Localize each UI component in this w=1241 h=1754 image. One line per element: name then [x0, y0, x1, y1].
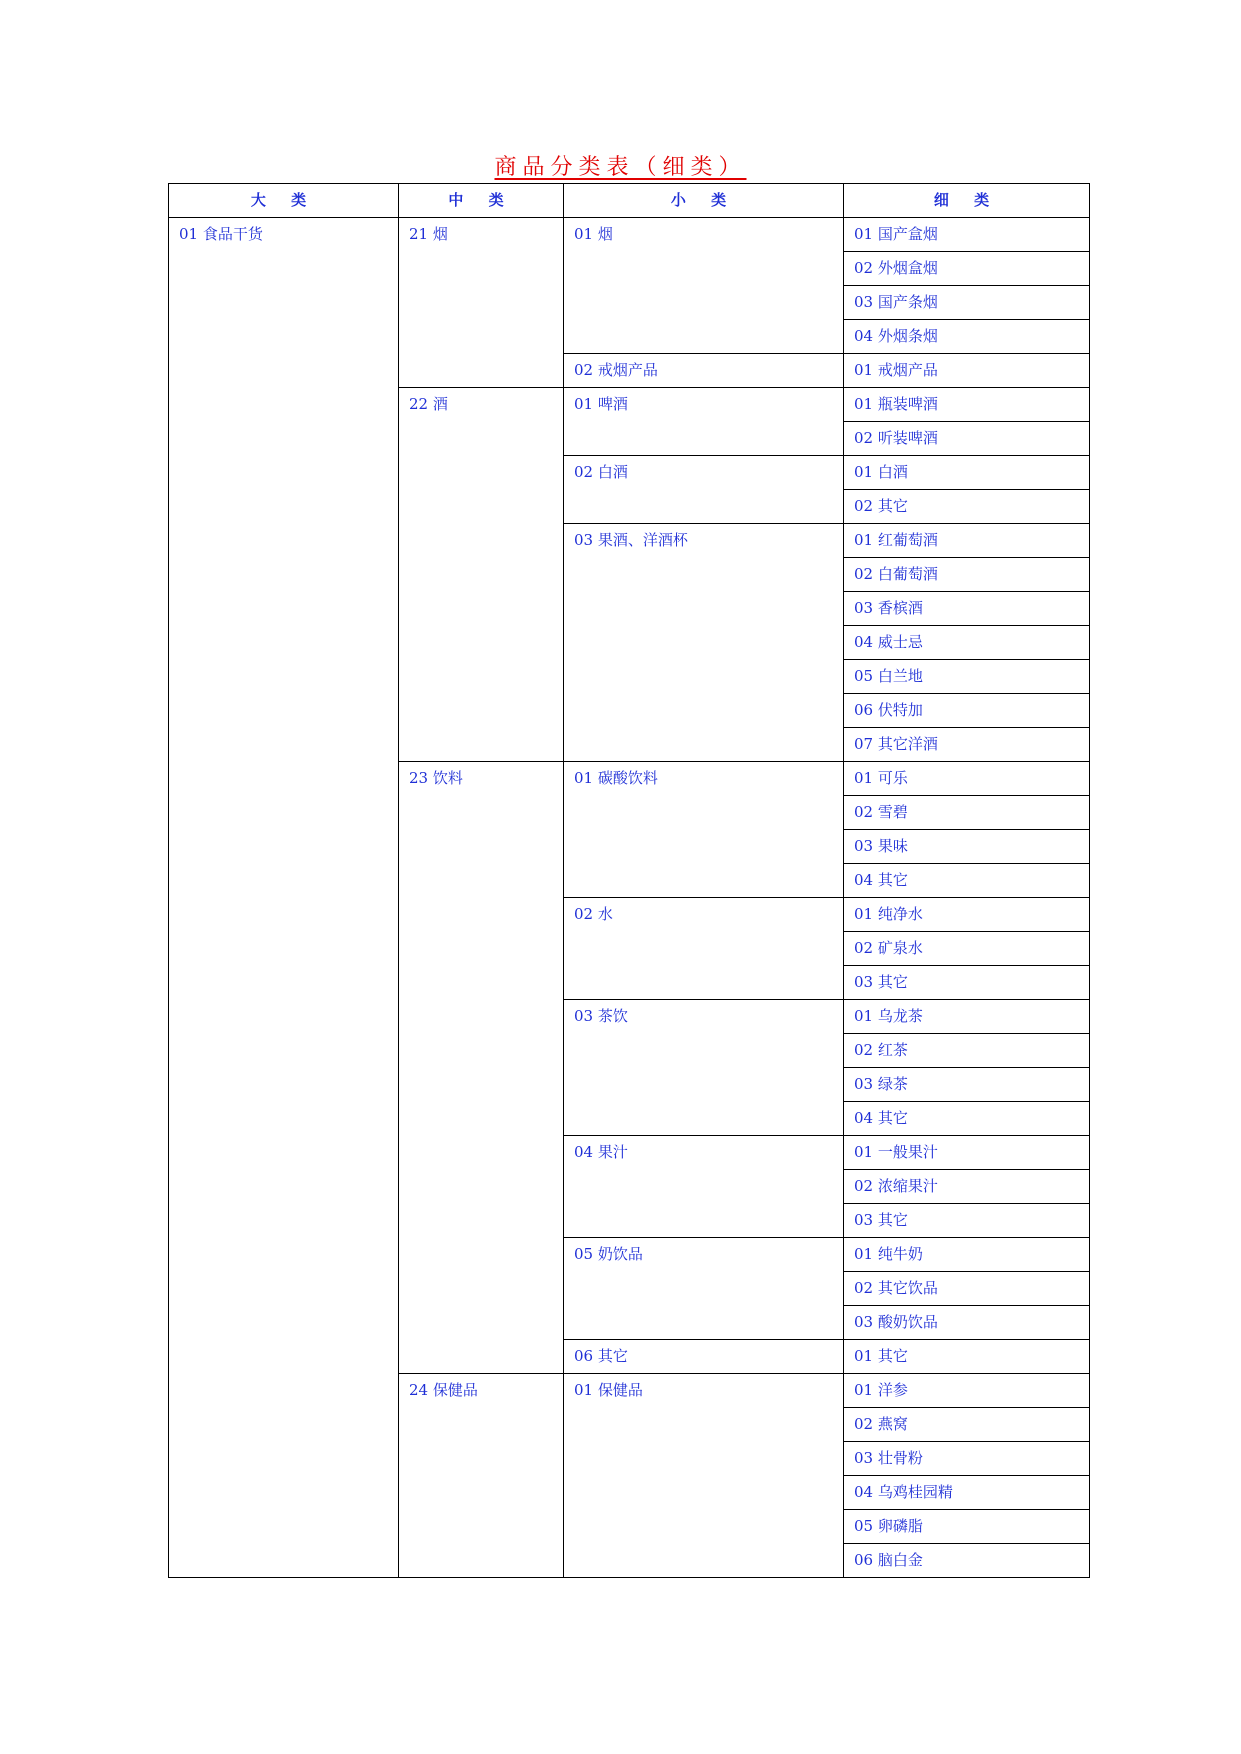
fine-category-cell: 02 雪碧	[844, 796, 1090, 830]
table-body	[169, 218, 1090, 1578]
fine-category-cell: 03 其它	[844, 1204, 1090, 1238]
page-title-text: 商品分类表（细类）	[494, 155, 747, 180]
fine-category-cell: 03 果味	[844, 830, 1090, 864]
header-mid-category: 中 类	[399, 184, 564, 218]
fine-category-cell: 03 国产条烟	[844, 286, 1090, 320]
sub-category-cell: 05 奶饮品	[564, 1238, 844, 1340]
fine-category-cell: 04 威士忌	[844, 626, 1090, 660]
header-fine-category: 细 类	[844, 184, 1090, 218]
fine-category-cell: 03 香槟酒	[844, 592, 1090, 626]
fine-category-cell: 01 国产盒烟	[844, 218, 1090, 252]
fine-category-cell: 01 乌龙茶	[844, 1000, 1090, 1034]
fine-category-cell: 02 浓缩果汁	[844, 1170, 1090, 1204]
fine-category-cell: 02 红茶	[844, 1034, 1090, 1068]
sub-category-cell: 04 果汁	[564, 1136, 844, 1238]
fine-category-cell: 02 燕窝	[844, 1408, 1090, 1442]
sub-category-cell: 02 白酒	[564, 456, 844, 524]
table-row	[169, 218, 1090, 252]
mid-category-cell: 24 保健品	[399, 1374, 564, 1578]
fine-category-cell: 02 矿泉水	[844, 932, 1090, 966]
fine-category-cell: 01 纯牛奶	[844, 1238, 1090, 1272]
sub-category-cell: 06 其它	[564, 1340, 844, 1374]
sub-category-cell: 03 果酒、洋酒杯	[564, 524, 844, 762]
fine-category-cell: 02 其它	[844, 490, 1090, 524]
sub-category-cell: 02 戒烟产品	[564, 354, 844, 388]
mid-category-cell: 22 酒	[399, 388, 564, 762]
fine-category-cell: 07 其它洋酒	[844, 728, 1090, 762]
fine-category-cell: 05 卵磷脂	[844, 1510, 1090, 1544]
fine-category-cell: 04 外烟条烟	[844, 320, 1090, 354]
table-header-row	[169, 184, 1090, 218]
fine-category-cell: 01 戒烟产品	[844, 354, 1090, 388]
fine-category-cell: 01 纯净水	[844, 898, 1090, 932]
fine-category-cell: 01 瓶装啤酒	[844, 388, 1090, 422]
page-title	[0, 150, 1241, 181]
sub-category-cell: 01 啤酒	[564, 388, 844, 456]
fine-category-cell: 02 其它饮品	[844, 1272, 1090, 1306]
mid-category-cell: 23 饮料	[399, 762, 564, 1374]
fine-category-cell: 01 红葡萄酒	[844, 524, 1090, 558]
fine-category-cell: 01 可乐	[844, 762, 1090, 796]
fine-category-cell: 04 其它	[844, 864, 1090, 898]
mid-category-cell: 21 烟	[399, 218, 564, 388]
sub-category-cell: 03 茶饮	[564, 1000, 844, 1136]
sub-category-cell: 02 水	[564, 898, 844, 1000]
sub-category-cell: 01 碳酸饮料	[564, 762, 844, 898]
fine-category-cell: 01 白酒	[844, 456, 1090, 490]
fine-category-cell: 04 其它	[844, 1102, 1090, 1136]
fine-category-cell: 06 脑白金	[844, 1544, 1090, 1578]
sub-category-cell: 01 保健品	[564, 1374, 844, 1578]
fine-category-cell: 03 酸奶饮品	[844, 1306, 1090, 1340]
fine-category-cell: 03 壮骨粉	[844, 1442, 1090, 1476]
fine-category-cell: 02 听装啤酒	[844, 422, 1090, 456]
sub-category-cell: 01 烟	[564, 218, 844, 354]
fine-category-cell: 01 一般果汁	[844, 1136, 1090, 1170]
big-category-cell: 01 食品干货	[169, 218, 399, 1578]
header-sub-category: 小 类	[564, 184, 844, 218]
category-table	[168, 183, 1090, 1578]
fine-category-cell: 05 白兰地	[844, 660, 1090, 694]
fine-category-cell: 01 洋参	[844, 1374, 1090, 1408]
fine-category-cell: 02 外烟盒烟	[844, 252, 1090, 286]
header-big-category: 大 类	[169, 184, 399, 218]
fine-category-cell: 06 伏特加	[844, 694, 1090, 728]
fine-category-cell: 03 其它	[844, 966, 1090, 1000]
fine-category-cell: 02 白葡萄酒	[844, 558, 1090, 592]
fine-category-cell: 04 乌鸡桂园精	[844, 1476, 1090, 1510]
fine-category-cell: 03 绿茶	[844, 1068, 1090, 1102]
fine-category-cell: 01 其它	[844, 1340, 1090, 1374]
